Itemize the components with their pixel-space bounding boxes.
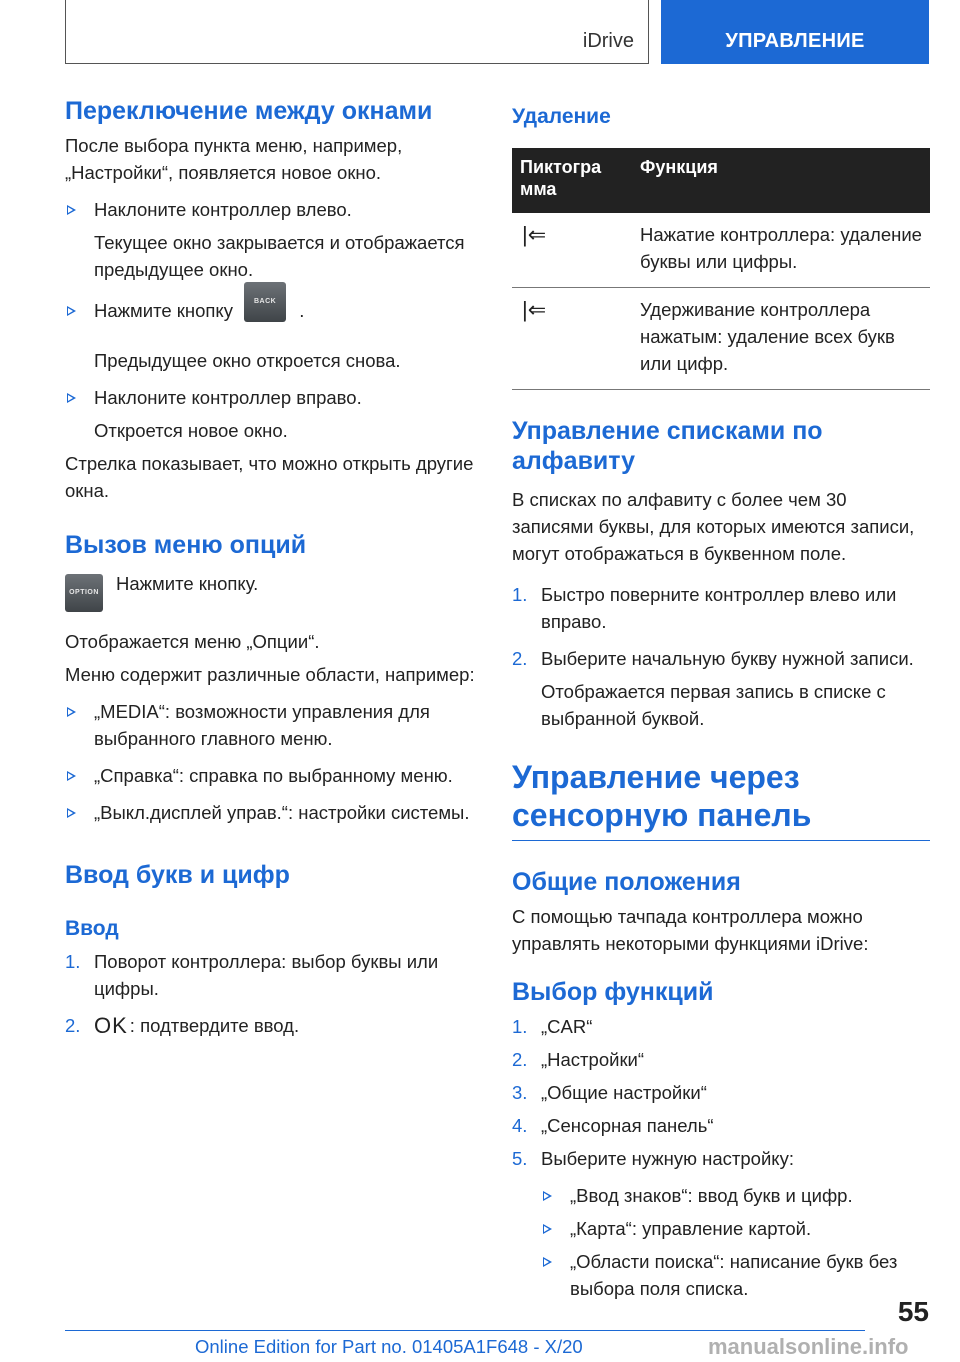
numbered-item: 3. „Общие настройки“ xyxy=(512,1082,707,1103)
footer-divider xyxy=(65,1330,865,1331)
triangle-bullet-icon xyxy=(67,771,76,781)
delete-table xyxy=(512,148,930,390)
subsection-title-input: Ввод xyxy=(65,917,119,940)
numbered-sub-text: Отображается первая запись в списке с выбранной буквой. xyxy=(541,681,886,729)
option-button-icon: OPTION xyxy=(65,574,103,612)
delete-icon: |⇐ xyxy=(522,222,547,247)
paragraph: После выбора пункта меню, например, „Настройки“, появляется новое окно. xyxy=(65,135,403,183)
numbered-item: 1. Быстро поверните контроллер влево или вправо. xyxy=(512,584,897,632)
triangle-bullet-icon xyxy=(67,393,76,403)
ok-icon: OK xyxy=(94,1013,128,1038)
triangle-bullet-icon xyxy=(543,1191,552,1201)
bullet-sub-text: Текущее окно закрывается и отображается предыдущее окно. xyxy=(94,232,465,280)
right-column xyxy=(512,96,930,1302)
triangle-bullet-icon xyxy=(67,205,76,215)
table-cell: Нажатие контроллера: удаление буквы или цифры. xyxy=(632,213,930,288)
paragraph: Меню содержит различные области, например: xyxy=(65,664,475,685)
page-header xyxy=(65,0,929,64)
bullet-sub-text: Откроется новое окно. xyxy=(94,420,288,441)
bullet-item: „Карта“: управление картой. xyxy=(541,1215,930,1242)
section-title-general: Общие положения xyxy=(512,868,741,896)
paragraph: В списках по алфавиту с более чем 30 записями буквы, для которых имеются записи, могут отображаться в буквенном поле. xyxy=(512,489,915,564)
table-header-picto: Пиктограмма xyxy=(512,148,632,213)
header-section: iDrive xyxy=(582,30,634,52)
numbered-item: 2. OK : подтвердите ввод. xyxy=(65,1013,300,1038)
bullet-sub-text: Предыдущее окно откроется снова. xyxy=(94,350,401,371)
option-key-row xyxy=(65,574,483,618)
bullet-item: „Справка“: справка по выбранному меню. xyxy=(65,762,483,789)
triangle-bullet-icon xyxy=(543,1224,552,1234)
header-frame xyxy=(65,0,649,64)
table-cell: Удерживание контроллера нажатым: удаление всех букв или цифр. xyxy=(632,288,930,390)
numbered-item: 4. „Сенсорная панель“ xyxy=(512,1115,714,1136)
paragraph: Отображается меню „Опции“. xyxy=(65,631,320,652)
bullet-item: „Области поиска“: написание букв без выбора поля списка. xyxy=(541,1248,930,1302)
watermark: manualsonline.info xyxy=(708,1334,909,1359)
table-header-function: Функция xyxy=(632,148,930,213)
section-title-input: Ввод букв и цифр xyxy=(65,861,290,889)
triangle-bullet-icon xyxy=(543,1257,552,1267)
numbered-item: 1. Поворот контроллера: выбор буквы или цифры. xyxy=(65,951,439,999)
bullet-item: „Выкл.дисплей управ.“: настройки системы. xyxy=(65,799,483,826)
left-column xyxy=(65,96,483,1039)
subsection-title-delete: Удаление xyxy=(512,105,611,128)
back-button-icon: BACK xyxy=(244,282,286,322)
paragraph: С помощью тачпада контроллера можно управлять некоторыми функциями iDrive: xyxy=(512,906,869,954)
triangle-bullet-icon xyxy=(67,808,76,818)
numbered-item: 1. „CAR“ xyxy=(512,1016,593,1037)
header-chapter-tab: УПРАВЛЕНИЕ xyxy=(661,0,929,64)
section-title-options-menu: Вызов меню опций xyxy=(65,531,307,559)
section-title-alphabet-lists: Управление списками по алфавиту xyxy=(512,417,823,475)
page-number: 55 xyxy=(897,1296,929,1327)
table-row xyxy=(512,288,930,390)
numbered-item: 2. Выберите начальную букву нужной записи. xyxy=(512,648,914,669)
bullet-item: „MEDIA“: возможности управления для выбранного главного меню. xyxy=(65,698,483,752)
numbered-item: 2. „Настройки“ xyxy=(512,1049,645,1070)
section-title-switch-windows: Переключение между окнами xyxy=(65,97,433,125)
press-button-text: Нажмите кнопку. xyxy=(116,573,259,594)
triangle-bullet-icon xyxy=(67,707,76,717)
bullet-item: Наклоните контроллер вправо. xyxy=(65,384,483,411)
bullet-item: „Ввод знаков“: ввод букв и цифр. xyxy=(541,1182,930,1209)
bullet-item: Наклоните контроллер влево. xyxy=(65,196,483,223)
triangle-bullet-icon xyxy=(67,306,76,316)
numbered-item: 5. Выберите нужную настройку: xyxy=(512,1148,794,1169)
chapter-title-touchpad: Управление через сенсорную панель xyxy=(512,758,930,841)
delete-all-icon: |⇐ xyxy=(522,297,547,322)
section-title-select-functions: Выбор функций xyxy=(512,978,714,1006)
bullet-item: Нажмите кнопку BACK . xyxy=(65,297,483,341)
paragraph: Стрелка показывает, что можно открыть другие окна. xyxy=(65,453,474,501)
footer-edition: Online Edition for Part no. 01405A1F648 - X/20 xyxy=(195,1336,583,1357)
table-row xyxy=(512,213,930,288)
